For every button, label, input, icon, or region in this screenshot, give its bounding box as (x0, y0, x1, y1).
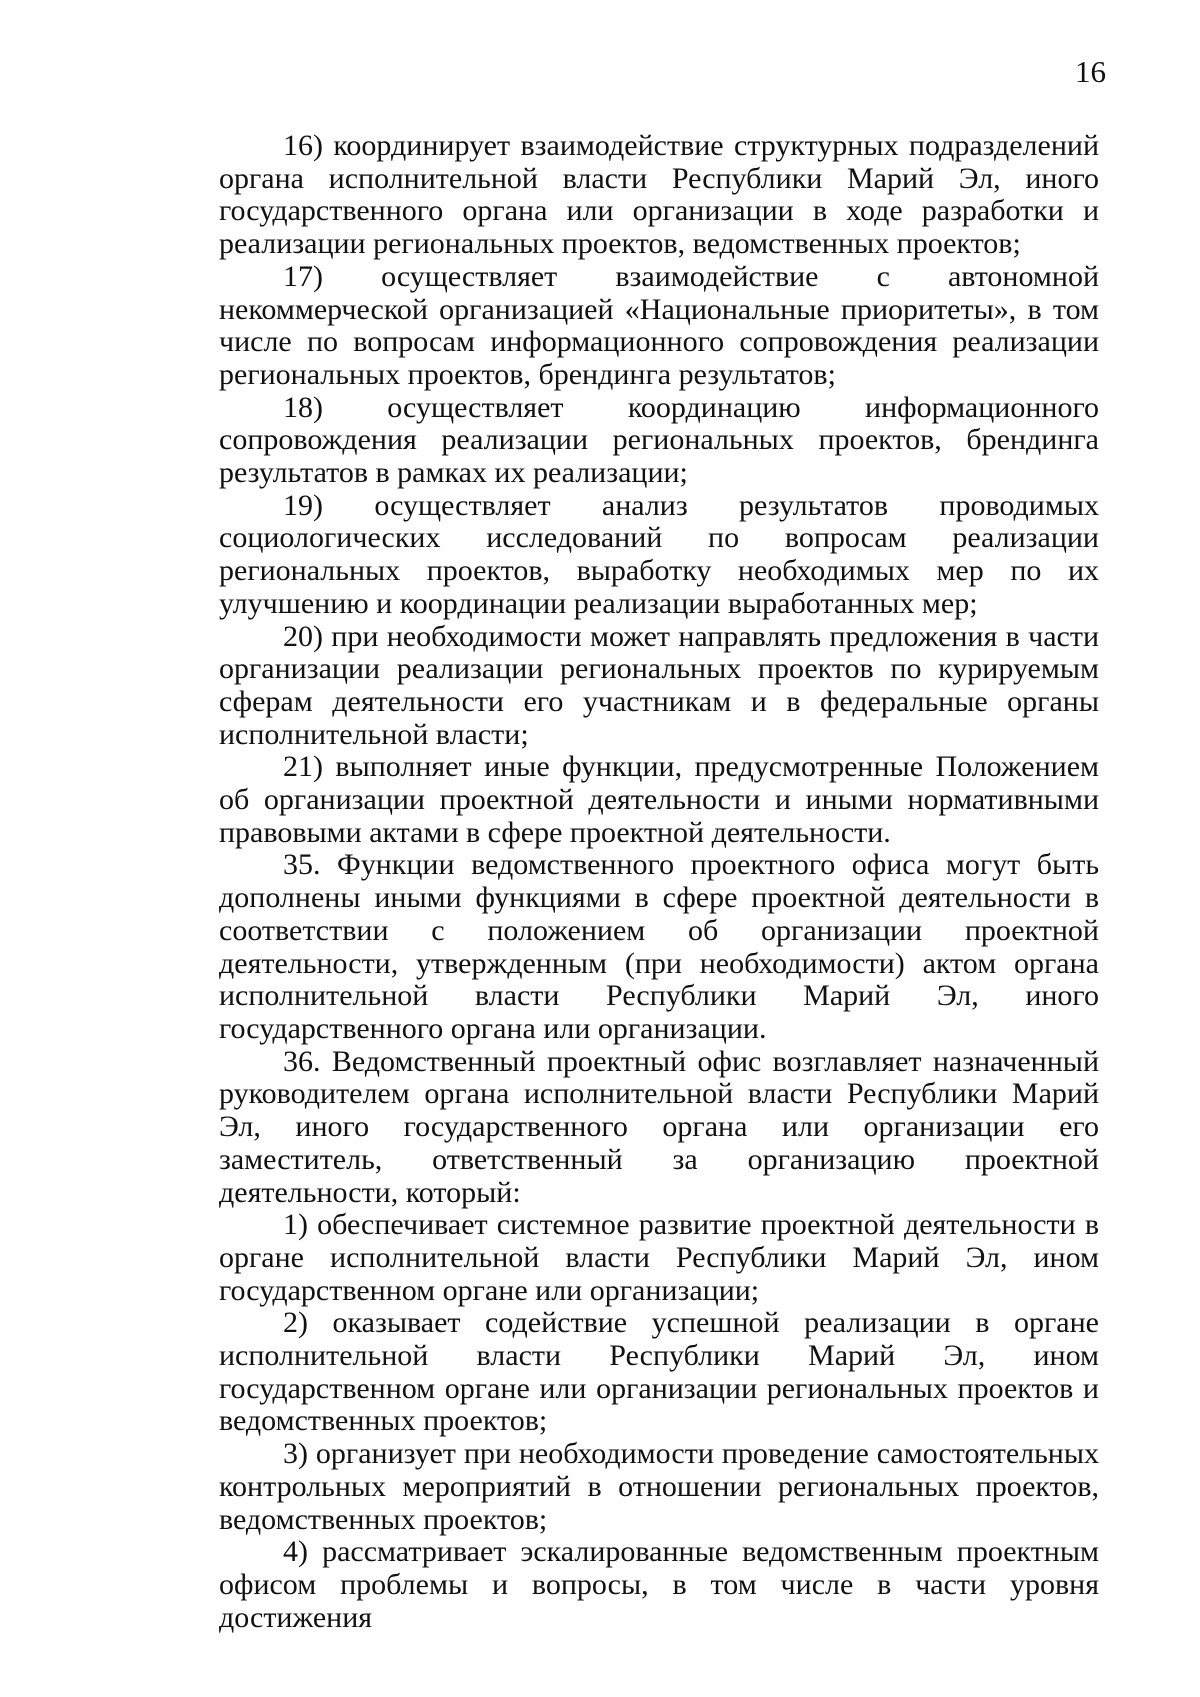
paragraph-item-1: 1) обеспечивает системное развитие проектной деятельности в органе исполнительной власти Республики Марий Эл, ином государственном органе или организации; (219, 1208, 1099, 1307)
paragraph-item-3: 3) организует при необходимости проведение самостоятельных контрольных мероприятий в отношении региональных проектов, ведомственных проектов; (219, 1437, 1099, 1536)
paragraph-section-36: 36. Ведомственный проектный офис возглавляет назначенный руководителем органа исполнительной власти Республики Марий Эл, иного государственного органа или организации его заместитель, ответственный за организацию проектной деятельности, который: (219, 1044, 1099, 1209)
paragraph-item-19: 19) осуществляет анализ результатов проводимых социологических исследований по вопросам реализации региональных проектов, выработку необходимых мер по их улучшению и координации реализации выработанных мер; (219, 488, 1099, 620)
paragraph-item-16: 16) координирует взаимодействие структурных подразделений органа исполнительной власти Республики Марий Эл, иного государственного органа или организации в ходе разработки и реализации региональных проектов, ведомственных проектов; (219, 129, 1099, 261)
paragraph-item-17: 17) осуществляет взаимодействие с автономной некоммерческой организацией «Национальные приоритеты», в том числе по вопросам информационного сопровождения реализации региональных проектов, брендинга результатов; (219, 259, 1099, 391)
document-body (219, 130, 1099, 1634)
paragraph-item-21: 21) выполняет иные функции, предусмотренные Положением об организации проектной деятельности и иными нормативными правовыми актами в сфере проектной деятельности. (219, 750, 1099, 849)
paragraph-section-35: 35. Функции ведомственного проектного офиса могут быть дополнены иными функциями в сфере проектной деятельности в соответствии с положением об организации проектной деятельности, утвержденным (при необходимости) актом органа исполнительной власти Республики Марий Эл, иного государственного органа или организации. (219, 848, 1099, 1045)
paragraph-item-20: 20) при необходимости может направлять предложения в части организации реализации региональных проектов по курируемым сферам деятельности его участникам и в федеральные органы исполнительной власти; (219, 619, 1099, 751)
page-number: 16 (1075, 54, 1106, 89)
paragraph-item-18: 18) осуществляет координацию информационного сопровождения реализации региональных проектов, брендинга результатов в рамках их реализации; (219, 390, 1099, 490)
paragraph-item-2: 2) оказывает содействие успешной реализации в органе исполнительной власти Республики Марий Эл, ином государственном органе или организации региональных проектов и ведомственных проектов; (219, 1306, 1099, 1438)
paragraph-item-4: 4) рассматривает эскалированные ведомственным проектным офисом проблемы и вопросы, в том числе в части уровня достижения (219, 1535, 1099, 1634)
